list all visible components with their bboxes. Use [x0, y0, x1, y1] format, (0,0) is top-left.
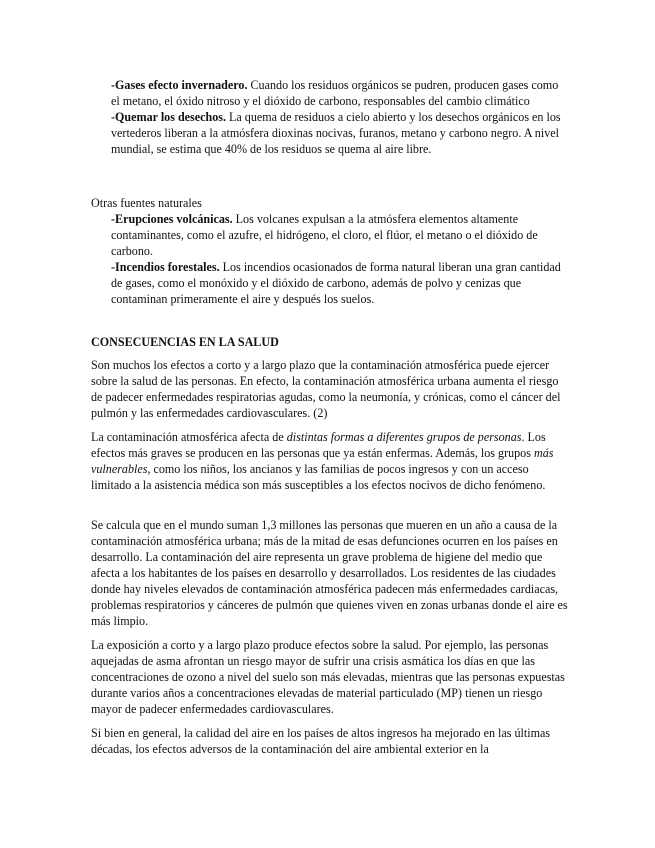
- paragraph-exposure: La exposición a corto y a largo plazo produce efectos sobre la salud. Por ejemplo, las personas aquejadas de asma afrontan un riesgo mayor de sufrir una crisis asmática los días en que las concentraciones de ozono a nivel del suelo son más elevadas, mientras que las personas expuestas durante varios años a concentraciones elevadas de material particulado (MP) tienen un riesgo mayor de padecer enfermedades cardiovasculares.: [91, 638, 565, 716]
- paragraph-mortality: Se calcula que en el mundo suman 1,3 millones las personas que mueren en un año a causa de la contaminación atmosférica urbana; más de la mitad de esas defunciones ocurren en los países en desarrollo. La contaminación del aire representa un grave problema de higiene del medio que afecta a los habitantes de los países en desarrollo y desarrollados. Los residentes de las ciudades donde hay niveles elevados de contaminación atmosférica padecen más enfermedades cardiacas, problemas respiratorios y cánceres de pulmón que quienes viven en zonas urbanas donde el aire es más limpio.: [91, 518, 568, 628]
- natural-sources-label: Otras fuentes naturales: [91, 196, 202, 210]
- emissions-list: [91, 77, 569, 157]
- list-item-greenhouse-gases: [111, 77, 569, 109]
- list-item-waste-burning: [111, 109, 569, 157]
- p2-emphasis-vulnerable: más vulnerables: [91, 446, 554, 476]
- text-forest-fires: Los incendios ocasionados de forma natural liberan una gran cantidad de gases, como el monóxido y el dióxido de carbono, además de polvo y cenizas que contaminan primeramente el aire y después los suelos.: [111, 260, 561, 306]
- p2-part-a: La contaminación atmosférica afecta de: [91, 430, 287, 444]
- text-greenhouse-gases: Cuando los residuos orgánicos se pudren, producen gases como el metano, el óxido nitroso y el dióxido de carbono, responsables del cambio climático: [111, 78, 559, 108]
- p2-part-b: . Los efectos más graves se producen en las personas que ya están enfermas. Además, los grupos: [91, 430, 546, 460]
- p2-emphasis-groups: distintas formas a diferentes grupos de personas: [286, 430, 522, 444]
- paragraph-air-quality: Si bien en general, la calidad del aire en los países de altos ingresos ha mejorado en las últimas décadas, los efectos adversos de la contaminación del aire ambiental exterior en la: [91, 726, 551, 756]
- section-heading: CONSECUENCIAS EN LA SALUD: [91, 335, 279, 349]
- list-item-volcanic-eruptions: [111, 211, 569, 259]
- term-greenhouse-gases: -Gases efecto invernadero.: [111, 78, 248, 92]
- natural-sources: [91, 195, 569, 307]
- paragraph-affected-groups: [91, 429, 569, 493]
- term-volcanic-eruptions: -Erupciones volcánicas.: [111, 212, 233, 226]
- text-volcanic-eruptions: Los volcanes expulsan a la atmósfera elementos altamente contaminantes, como el azufre, el hidrógeno, el cloro, el flúor, el metano o el dióxido de carbono.: [111, 212, 538, 258]
- list-item-forest-fires: [111, 259, 569, 307]
- term-forest-fires: -Incendios forestales.: [111, 260, 220, 274]
- paragraph-health-effects: Son muchos los efectos a corto y a largo plazo que la contaminación atmosférica puede ejercer sobre la salud de las personas. En efecto, la contaminación atmosférica urbana aumenta el riesgo de padecer enfermedades respiratorias agudas, como la neumonía, y crónicas, como el cáncer del pulmón y las enfermedades cardiovasculares. (2): [91, 358, 561, 420]
- term-waste-burning: -Quemar los desechos.: [111, 110, 226, 124]
- text-waste-burning: La quema de residuos a cielo abierto y los desechos orgánicos en los vertederos liberan a la atmósfera dioxinas nocivas, furanos, metano y carbono negro. A nivel mundial, se estima que 40% de los residuos se quema al aire libre.: [111, 110, 561, 156]
- p2-part-c: , como los niños, los ancianos y las familias de pocos ingresos y con un acceso limitado a la asistencia médica son más susceptibles a los efectos nocivos de dicho fenómeno.: [91, 462, 546, 492]
